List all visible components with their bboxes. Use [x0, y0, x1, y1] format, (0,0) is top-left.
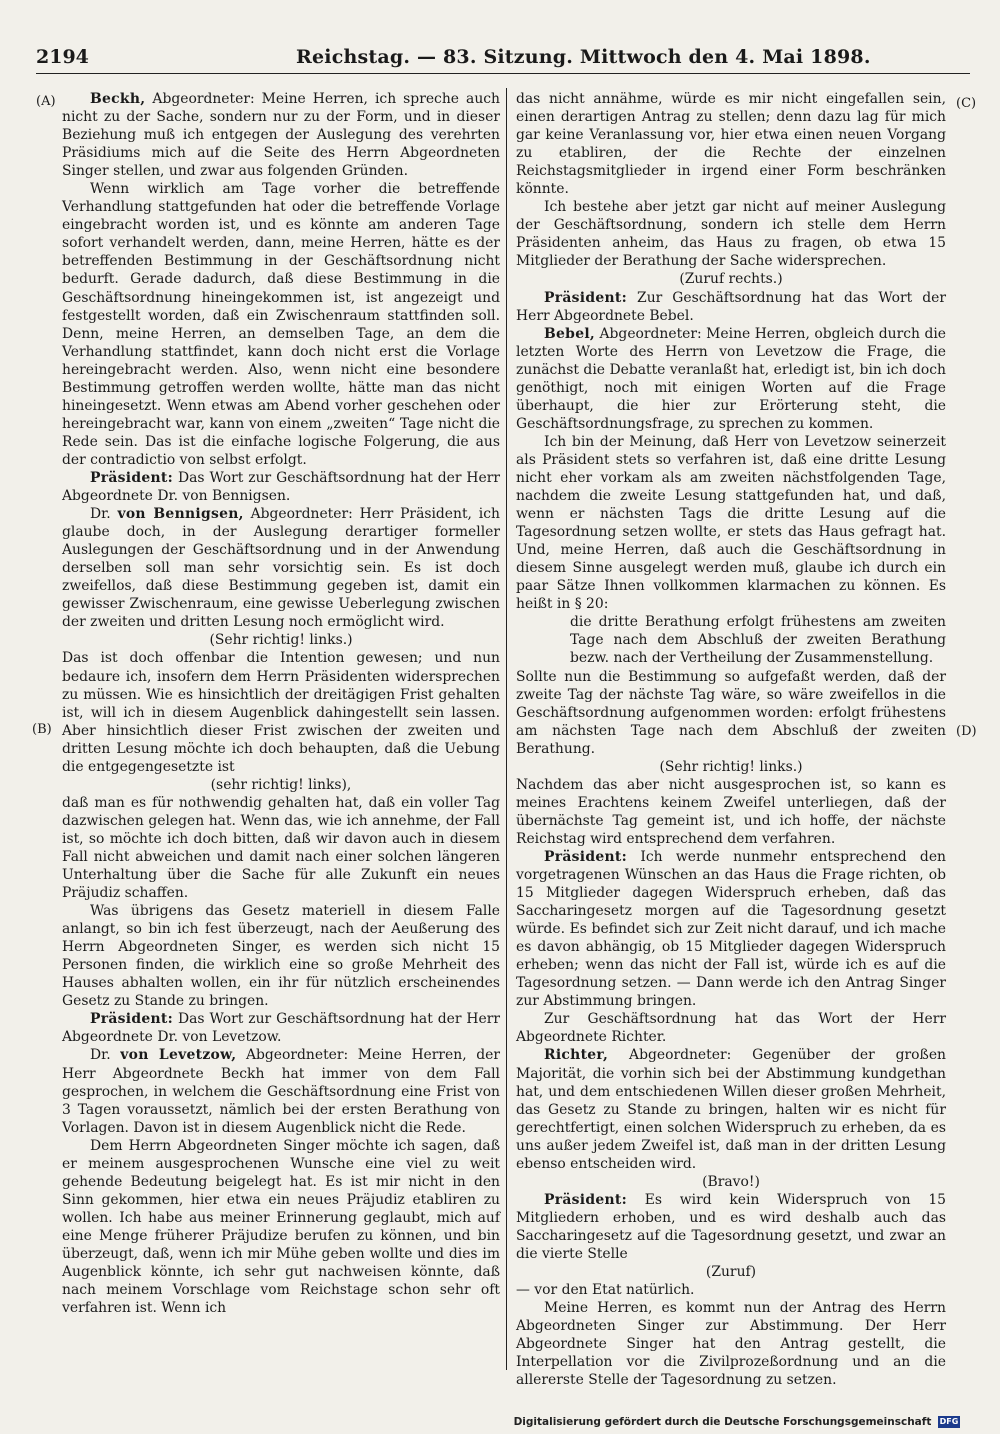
interjection: (Zuruf rechts.) [679, 271, 783, 288]
paragraph: Präsident: Das Wort zur Geschäftsordnung hat der Herr Abgeordnete Dr. von Levetzow. [62, 1011, 500, 1046]
paragraph: Ich bestehe aber jetzt gar nicht auf meiner Auslegung der Geschäftsordnung, sondern ich stelle dem Herrn Präsidenten anheim, das Haus zu fragen, ob etwa 15 Mitglieder der Berathung der Sache widersprechen. [516, 199, 946, 270]
footer-text: Digitalisierung gefördert durch die Deutsche Forschungsgemeinschaft [513, 1416, 932, 1428]
paragraph: Dr. von Bennigsen, Abgeordneter: Herr Präsident, ich glaube doch, in der Auslegung derartiger formeller Auslegungen der Geschäftsordnung und in der Anwendung derselben soll man sehr vorsichtig sein. Es ist doch zweifellos, daß diese Bestimmung gegeben ist, damit ein gewisser Zwischenraum, eine gewisse Ueberlegung zwischen der zweiten und dritten Lesung noch ermöglicht wird. [62, 506, 500, 631]
paragraph: Bebel, Abgeordneter: Meine Herren, obgleich durch die letzten Worte des Herrn von Levetzow die Frage, die zunächst die Debatte veranlaßt hat, erledigt ist, bin ich doch genöthigt, noch mit einigen Worten auf die Frage überhaupt, die hier zur Erörterung steht, die Geschäftsordnungsfrage, zu sprechen zu kommen. [516, 325, 946, 432]
interjection: (Sehr richtig! links.) [659, 758, 803, 775]
footer-credit [514, 1416, 960, 1428]
right-column [516, 90, 946, 1389]
paragraph: Das ist doch offenbar die Intention gewesen; und nun bedaure ich, insofern dem Herrn Präsidenten widersprechen zu müssen. Wie es hinsichtlich der dreitägigen Frist gehalten ist, will ich in diesem Augenblick dahingestellt sein lassen. Aber hinsichtlich dieser Frist zwischen der zweiten und dritten Lesung möchte ich doch behaupten, daß die Uebung die entgegengesetzte ist [62, 650, 500, 775]
speaker-name: Präsident: [90, 1011, 174, 1028]
paragraph: Wenn wirklich am Tage vorher die betreffende Verhandlung stattgefunden hat oder die betreffende Vorlage eingebracht worden ist, und es könnte am anderen Tage sofort verhandelt werden, dann, meine Herren, hätte es der betreffenden Bestimmung in der Geschäftsordnung nicht bedurft. Gerade dadurch, daß diese Bestimmung in die Geschäftsordnung hineingekommen ist, ist angezeigt und festgestellt worden, daß ein Zwischenraum stattfinden soll. Denn, meine Herren, an demselben Tage, an dem die Verhandlung stattfindet, kann doch nicht erst die Vorlage hereingebracht werden. Also, wenn nicht eine besondere Bestimmung getroffen werden wollte, hätte man das nicht hineingesetzt. Wenn etwas am Abend vorher geschehen oder hereingebracht war, kann von einem „zweiten“ Tage nicht die Rede sein. Das ist die einfache logische Folgerung, die aus der contradictio von selbst erfolgt. [62, 181, 500, 468]
paragraph: Dem Herrn Abgeordneten Singer möchte ich sagen, daß er meinem ausgesprochenen Wunsche eine viel zu weit gehende Bedeutung beigelegt hat. Es ist mir nicht in den Sinn gekommen, hier etwa ein neues Präjudiz etabliren zu wollen. Ich habe aus meiner Erinnerung geglaubt, mich auf eine Menge früherer Präjudize berufen zu können, und bin überzeugt, daß, wenn ich mir Mühe geben wollte und dies im Augenblick könnte, ich sehr gut nachweisen könnte, daß nach meinem Vorschlage vom Reichstage schon sehr oft verfahren ist. Wenn ich [62, 1137, 500, 1317]
interjection: (sehr richtig! links), [210, 776, 352, 793]
margin-mark-c: (C) [956, 96, 977, 111]
speaker-name: Beckh, [90, 91, 146, 107]
paragraph: Präsident: Zur Geschäftsordnung hat das Wort der Herr Abgeordnete Bebel. [516, 289, 946, 324]
margin-mark-b: (B) [32, 722, 52, 737]
speaker-name: von Levetzow, [120, 1047, 237, 1064]
column-divider [506, 88, 507, 1370]
paragraph: Nachdem das aber nicht ausgesprochen ist, so kann es meines Erachtens keinem Zweifel unterliegen, daß der übernächste Tag gemeint ist, und ich hoffe, der nächste Reichstag wird entsprechend dem verfahren. [516, 776, 946, 847]
paragraph: Zur Geschäftsordnung hat das Wort der Herr Abgeordnete Richter. [516, 1011, 946, 1046]
paragraph: daß man es für nothwendig gehalten hat, daß ein voller Tag dazwischen gelegen hat. Wenn das, wie ich annehme, der Fall ist, so möchte ich doch bitten, daß wir davon auch in diesem Fall nicht abweichen und damit nach einer solchen längeren Unterhaltung über die Sache für alle Zukunft ein neues Präjudiz schaffen. [62, 794, 500, 902]
interjection: (Sehr richtig! links.) [209, 632, 353, 649]
paragraph: Beckh, Abgeordneter: Meine Herren, ich spreche auch nicht zu der Sache, sondern nur zu der Form, und in dieser Beziehung muß ich entgegen der Auslegung des verehrten Präsidiums mich auf die Seite des Herrn Abgeordneten Singer stellen, und zwar aus folgenden Gründen. [62, 91, 500, 180]
paragraph: Sollte nun die Bestimmung so aufgefaßt werden, daß der zweite Tag der nächste Tag wäre, so wäre zweifellos in die Geschäftsordnung aufgenommen worden: erfolgt frühestens am nächsten Tage nach dem Abschluß der zweiten Berathung. [516, 668, 946, 757]
paragraph: Ich bin der Meinung, daß Herr von Levetzow seinerzeit als Präsident stets so verfahren ist, daß eine dritte Lesung nicht eher vorkam als am zweiten nächstfolgenden Tage, nachdem die zweite Lesung stattgefunden hat, und daß, wenn er nächsten Tags die dritte Lesung auf die Tagesordnung setzen wollte, er stets das Haus gefragt hat. Und, meine Herren, daß auch die Geschäftsordnung in diesem Sinne ausgelegt werden muß, glaube ich durch ein paar Sätze Ihnen vollkommen klarmachen zu können. Es heißt in § 20: [516, 433, 946, 613]
header-rule [36, 73, 970, 74]
speaker-name: Präsident: [544, 1191, 628, 1208]
page-header [36, 42, 970, 72]
paragraph: — vor den Etat natürlich. [516, 1282, 695, 1299]
running-head: Reichstag. — 83. Sitzung. Mittwoch den 4. Mai 1898. [296, 46, 871, 68]
paragraph: Präsident: Ich werde nunmehr entsprechend den vorgetragenen Wünschen an das Haus die Frage richten, ob 15 Mitglieder dagegen Widerspruch erheben, daß das Saccharingesetz morgen auf die Tagesordnung gesetzt würde. Es befindet sich zur Zeit nicht darauf, und ich mache es davon abhängig, ob 15 Mitglieder dagegen Widerspruch erheben; wenn das nicht der Fall ist, würde ich es auf die Tagesordnung setzen. — Dann werde ich den Antrag Singer zur Abstimmung bringen. [516, 848, 946, 1010]
page-number: 2194 [36, 46, 89, 68]
speaker-name: Präsident: [544, 848, 628, 865]
paragraph: Meine Herren, es kommt nun der Antrag des Herrn Abgeordneten Singer zur Abstimmung. Der Herr Abgeordnete Singer hat den Antrag gestellt, die Interpellation vor die Zivilprozeßordnung und an die allererste Stelle der Tagesordnung zu setzen. [516, 1300, 946, 1389]
speaker-name: von Bennigsen, [117, 506, 244, 523]
speaker-name: Richter, [544, 1047, 609, 1064]
speaker-name: Präsident: [544, 289, 628, 306]
margin-mark-d: (D) [956, 724, 977, 739]
paragraph: Was übrigens das Gesetz materiell in diesem Falle anlangt, so bin ich fest überzeugt, nach der Aeußerung des Herrn Abgeordneten Singer, es werden sich nicht 15 Personen finden, die wirklich eine so große Mehrheit des Hauses abhalten wollen, ein ihr für nützlich erscheinendes Gesetz zu Stande zu bringen. [62, 903, 500, 1010]
paragraph: Präsident: Es wird kein Widerspruch von 15 Mitgliedern erhoben, und es wird deshalb auch das Saccharingesetz auf die Tagesordnung gesetzt, und zwar an die vierte Stelle [516, 1191, 946, 1262]
speaker-name: Präsident: [90, 469, 174, 486]
paragraph: Präsident: Das Wort zur Geschäftsordnung hat der Herr Abgeordnete Dr. von Bennigsen. [62, 469, 500, 505]
quotation: die dritte Berathung erfolgt frühestens am zweiten Tage nach dem Abschluß der zweiten Berathung bezw. nach der Vertheilung der Zusammenstellung. [570, 614, 946, 667]
paragraph: Richter, Abgeordneter: Gegenüber der großen Majorität, die vorhin sich bei der Abstimmung kundgethan hat, und dem entschiedenen Willen dieser großen Mehrheit, das Gesetz zu Stande zu bringen, halten wir es nicht für gerechtfertigt, einen solchen Widerspruch zu erheben, da es uns außer jedem Zweifel ist, daß man in der dritten Lesung ebenso entscheiden wird. [516, 1047, 946, 1172]
dfg-logo-icon: DFG [939, 1417, 959, 1426]
margin-mark-a: (A) [36, 94, 56, 109]
interjection: (Bravo!) [702, 1173, 760, 1190]
paragraph: Dr. von Levetzow, Abgeordneter: Meine Herren, der Herr Abgeordnete Beckh hat immer von dem Fall gesprochen, in welchem die Geschäftsordnung eine Frist von 3 Tagen voraussetzt, nämlich bei der ersten Berathung von Vorlagen. Davon ist in diesem Augenblick nicht die Rede. [62, 1047, 500, 1136]
paragraph: das nicht annähme, würde es mir nicht eingefallen sein, einen derartigen Antrag zu stellen; denn dazu lag für mich gar keine Veranlassung vor, hier etwa einen neuen Vorgang zu etabliren, der die Rechte der einzelnen Reichstagsmitglieder in irgend einer Form beschränken könnte. [516, 91, 946, 198]
left-column [62, 90, 500, 1317]
interjection: (Zuruf) [705, 1264, 757, 1281]
speaker-name: Bebel, [544, 325, 596, 342]
